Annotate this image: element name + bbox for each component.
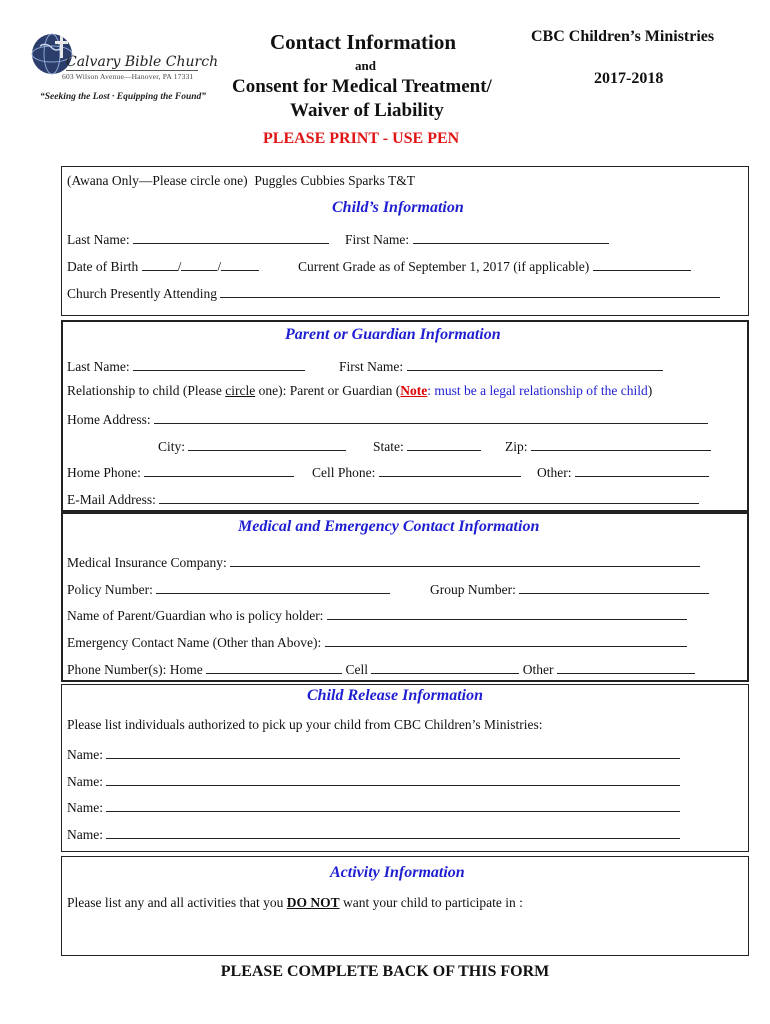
ministry-name: CBC Children’s Ministries (531, 28, 715, 45)
home-phone-row (67, 462, 294, 481)
logo-tagline: “Seeking the Lost · Equipping the Found” (40, 92, 207, 102)
parent-last-name-field[interactable] (133, 356, 305, 371)
child-first-name-field[interactable] (413, 229, 609, 244)
activity-text-b: want your child to participate in : (339, 895, 523, 910)
emergency-label: Emergency Contact Name (Other than Above): (67, 635, 322, 650)
release-instructions: Please list individuals authorized to pick up your child from CBC Children’s Ministries: (67, 717, 543, 732)
relationship-text-a: Relationship to child (Please (67, 383, 226, 398)
parent-section-title: Parent or Guardian Information (285, 326, 501, 343)
insurance-label: Medical Insurance Company: (67, 555, 227, 570)
policy-row (67, 579, 390, 598)
city-field[interactable] (188, 436, 346, 451)
do-not-emphasis: DO NOT (286, 895, 340, 910)
parent-last-name-label: Last Name: (67, 359, 130, 374)
zip-row (505, 436, 711, 455)
awana-row (67, 173, 415, 189)
child-grade-row (298, 256, 691, 275)
child-first-name-label: First Name: (345, 232, 410, 247)
child-dob-row: Date of Birth / / (67, 256, 259, 275)
insurance-field[interactable] (230, 552, 700, 567)
cell-phone-field[interactable] (379, 462, 521, 477)
program-year: 2017-2018 (594, 70, 664, 87)
note-label: Note (400, 383, 428, 398)
state-label: State: (373, 439, 404, 454)
activity-section-title: Activity Information (330, 864, 465, 881)
insurance-row (67, 552, 700, 571)
child-name-row (67, 229, 329, 248)
holder-label: Name of Parent/Guardian who is policy holder: (67, 608, 324, 623)
home-phone-field[interactable] (144, 462, 294, 477)
logo-address: 603 Wilson Avenue—Hanover, PA 17331 (62, 72, 194, 81)
group-label: Group Number: (430, 582, 516, 597)
church-field[interactable] (220, 283, 720, 298)
parent-first-name-field[interactable] (407, 356, 663, 371)
dob-month-field[interactable] (142, 256, 178, 271)
activity-text-a: Please list any and all activities that you (67, 895, 287, 910)
title-waiver: Waiver of Liability (290, 100, 444, 121)
logo-divider (66, 70, 198, 71)
group-field[interactable] (519, 579, 709, 594)
city-label: City: (158, 439, 186, 454)
phones-home-label: Phone Number(s): Home (67, 662, 203, 677)
state-field[interactable] (407, 436, 481, 451)
awana-options[interactable]: Puggles Cubbies Sparks T&T (254, 173, 415, 188)
church-label: Church Presently Attending (67, 286, 217, 301)
print-instruction: PLEASE PRINT - USE PEN (263, 130, 460, 147)
emergency-field[interactable] (325, 632, 687, 647)
relationship-row (67, 383, 652, 399)
child-last-name-field[interactable] (133, 229, 329, 244)
other-phone-row (537, 462, 709, 481)
holder-field[interactable] (327, 605, 687, 620)
zip-field[interactable] (531, 436, 711, 451)
release-name-row (67, 771, 680, 790)
home-address-label: Home Address: (67, 412, 151, 427)
home-phone-label: Home Phone: (67, 465, 141, 480)
title-and: and (355, 58, 376, 73)
city-row (158, 436, 346, 455)
release-name-label: Name: (67, 827, 103, 842)
emergency-row (67, 632, 687, 651)
other-phone-field[interactable] (575, 462, 709, 477)
relationship-text-b[interactable]: one): Parent or Guardian ( (255, 383, 401, 398)
dob-year-field[interactable] (221, 256, 259, 271)
group-row (430, 579, 709, 598)
phones-home-field[interactable] (206, 659, 342, 674)
release-name-label: Name: (67, 747, 103, 762)
cell-phone-row (312, 462, 521, 481)
zip-label: Zip: (505, 439, 528, 454)
parent-first-name-label: First Name: (339, 359, 404, 374)
release-name-row (67, 824, 680, 843)
other-phone-label: Other: (537, 465, 572, 480)
child-first-name-row (345, 229, 609, 248)
release-name-field[interactable] (106, 797, 680, 812)
note-text: : must be a legal relationship of the child (427, 383, 648, 398)
child-grade-field[interactable] (593, 256, 691, 271)
email-row (67, 489, 699, 508)
release-name-row (67, 797, 680, 816)
awana-prompt: (Awana Only—Please circle one) (67, 173, 248, 188)
policy-field[interactable] (156, 579, 390, 594)
phones-other-field[interactable] (557, 659, 695, 674)
phones-cell-field[interactable] (371, 659, 519, 674)
release-name-field[interactable] (106, 771, 680, 786)
release-name-label: Name: (67, 774, 103, 789)
home-address-field[interactable] (154, 409, 708, 424)
release-name-field[interactable] (106, 744, 680, 759)
home-address-row (67, 409, 708, 428)
phones-row (67, 659, 695, 678)
child-last-name-label: Last Name: (67, 232, 130, 247)
release-name-label: Name: (67, 800, 103, 815)
title-consent: Consent for Medical Treatment/ (232, 76, 492, 97)
parent-first-name-row (339, 356, 663, 375)
release-name-row (67, 744, 680, 763)
release-name-field[interactable] (106, 824, 680, 839)
state-row (373, 436, 481, 455)
release-section-title: Child Release Information (307, 687, 484, 704)
page-title: Contact Information (270, 30, 457, 54)
phones-other-label: Other (522, 662, 554, 677)
cell-phone-label: Cell Phone: (312, 465, 376, 480)
holder-row (67, 605, 687, 624)
footer-note: PLEASE COMPLETE BACK OF THIS FORM (220, 963, 550, 980)
email-field[interactable] (159, 489, 699, 504)
medical-section-title: Medical and Emergency Contact Information (238, 518, 540, 535)
phones-cell-label: Cell (345, 662, 368, 677)
email-label: E-Mail Address: (67, 492, 156, 507)
logo-church-name: Calvary Bible Church (66, 54, 219, 70)
activity-instructions[interactable] (67, 895, 523, 911)
child-section-title: Child’s Information (332, 199, 464, 216)
parent-last-name-row (67, 356, 305, 375)
church-row (67, 283, 720, 302)
dob-day-field[interactable] (181, 256, 217, 271)
relationship-circle-word: circle (225, 383, 256, 398)
child-dob-label: Date of Birth (67, 259, 139, 274)
child-grade-label: Current Grade as of September 1, 2017 (if applicable) (298, 259, 590, 274)
policy-label: Policy Number: (67, 582, 153, 597)
relationship-end: ) (647, 383, 653, 398)
